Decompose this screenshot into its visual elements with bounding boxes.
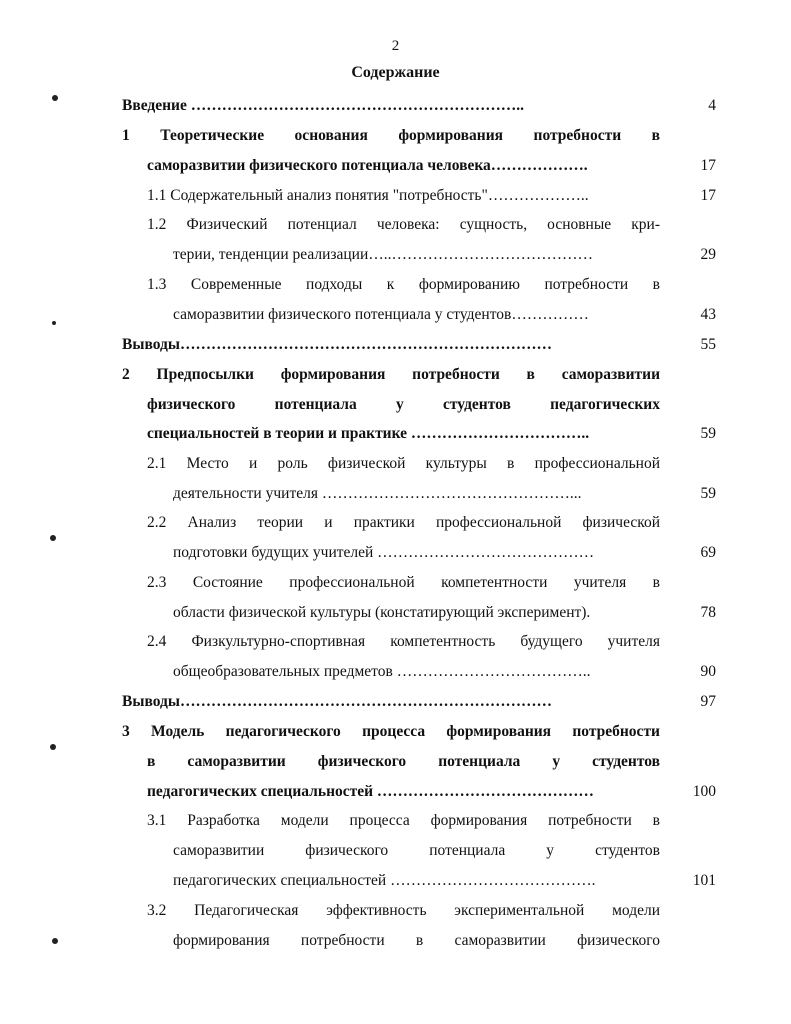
toc-page-s1-3: 43 bbox=[700, 306, 716, 323]
toc-page-s2-2: 69 bbox=[700, 544, 716, 561]
toc-entry-s2-2-line2: подготовки будущих учителей …………………………………… bbox=[173, 544, 595, 561]
toc-page-s1-2: 29 bbox=[700, 246, 716, 263]
margin-mark bbox=[50, 535, 56, 541]
toc-entry-s2-2-line1: 2.2 Анализ теории и практики профессиональной физической bbox=[147, 514, 660, 531]
toc-entry-s1-1: 1.1 Содержательный анализ понятия "потребность"……………….. bbox=[147, 187, 589, 204]
toc-entry-s2-1-line2: деятельности учителя …………………………………………... bbox=[173, 485, 582, 502]
toc-entry-intro: Введение ……………………………………………………….. bbox=[122, 97, 524, 114]
toc-page-intro: 4 bbox=[708, 97, 716, 114]
margin-mark bbox=[52, 95, 58, 101]
toc-entry-s3-2-line1: 3.2 Педагогическая эффективность экспериментальной модели bbox=[147, 902, 660, 919]
toc-entry-s1-3-line2: саморазвитии физического потенциала у студентов…………… bbox=[173, 306, 589, 323]
toc-entry-ch3-line2: в саморазвитии физического потенциала у студентов bbox=[147, 753, 660, 770]
toc-entry-conclusions-1: Выводы……………………………………………………………… bbox=[122, 336, 552, 353]
toc-page-s1-1: 17 bbox=[700, 187, 716, 204]
toc-entry-ch2-line3: специальностей в теории и практике …………………………….. bbox=[147, 425, 590, 442]
toc-page-conclusions-1: 55 bbox=[700, 336, 716, 353]
margin-mark bbox=[52, 938, 58, 944]
margin-mark bbox=[50, 744, 56, 750]
toc-entry-s3-1-line3: педагогических специальностей …………………………………. bbox=[173, 872, 596, 889]
toc-entry-ch3-line1: 3 Модель педагогического процесса формирования потребности bbox=[122, 723, 660, 740]
toc-page-ch3: 100 bbox=[692, 783, 716, 800]
toc-entry-s2-1-line1: 2.1 Место и роль физической культуры в профессиональной bbox=[147, 455, 660, 472]
toc-page-ch2: 59 bbox=[700, 425, 716, 442]
toc-page-s3-1: 101 bbox=[692, 872, 716, 889]
toc-entry-ch1-line2: саморазвитии физического потенциала человека………………. bbox=[147, 157, 588, 174]
toc-entry-s1-3-line1: 1.3 Современные подходы к формированию потребности в bbox=[147, 276, 660, 293]
toc-entry-s3-1-line2: саморазвитии физического потенциала у студентов bbox=[173, 842, 660, 859]
toc-page-s2-3: 78 bbox=[700, 604, 716, 621]
toc-entry-s3-2-line2: формирования потребности в саморазвитии физического bbox=[173, 932, 660, 949]
toc-entry-ch3-line3: педагогических специальностей …………………………………… bbox=[147, 783, 594, 800]
toc-entry-s2-3-line2: области физической культуры (констатирующий эксперимент). bbox=[173, 604, 591, 621]
toc-entry-conclusions-2: Выводы……………………………………………………………… bbox=[122, 693, 552, 710]
toc-page-s2-1: 59 bbox=[700, 485, 716, 502]
toc-entry-s2-3-line1: 2.3 Состояние профессиональной компетентности учителя в bbox=[147, 574, 660, 591]
toc-entry-s3-1-line1: 3.1 Разработка модели процесса формирования потребности в bbox=[147, 812, 660, 829]
toc-entry-s2-4-line1: 2.4 Физкультурно-спортивная компетентность будущего учителя bbox=[147, 633, 660, 650]
toc-entry-ch2-line2: физического потенциала у студентов педагогических bbox=[147, 396, 660, 413]
margin-mark bbox=[52, 321, 56, 325]
toc-entry-s1-2-line2: терии, тенденции реализации…..………………………………… bbox=[173, 246, 594, 263]
page-number: 2 bbox=[391, 38, 400, 54]
toc-entry-ch1-line1: 1 Теоретические основания формирования потребности в bbox=[122, 127, 660, 144]
toc-page-s2-4: 90 bbox=[700, 663, 716, 680]
toc-entry-s1-2-line1: 1.2 Физический потенциал человека: сущность, основные кри- bbox=[147, 216, 660, 233]
toc-page-ch1: 17 bbox=[700, 157, 716, 174]
toc-entry-s2-4-line2: общеобразовательных предметов ……………………………….. bbox=[173, 663, 591, 680]
toc-page-conclusions-2: 97 bbox=[700, 693, 716, 710]
page-title: Содержание bbox=[351, 64, 440, 81]
toc-entry-ch2-line1: 2 Предпосылки формирования потребности в саморазвитии bbox=[122, 366, 660, 383]
